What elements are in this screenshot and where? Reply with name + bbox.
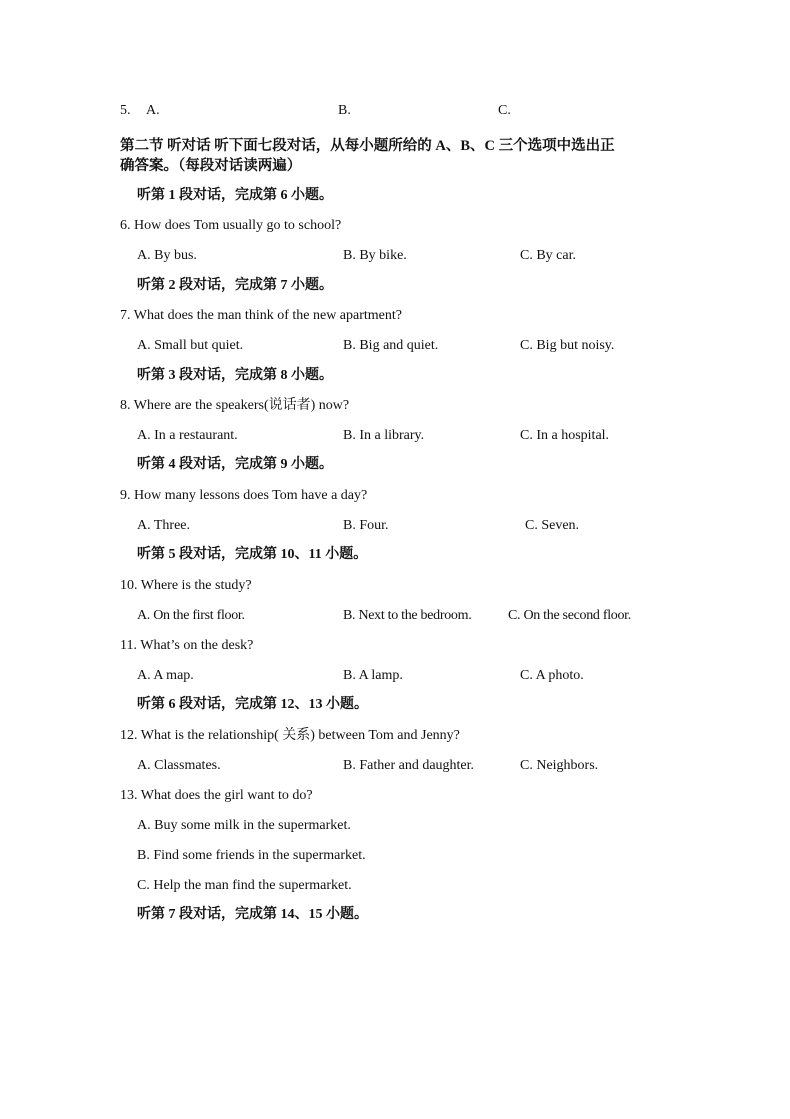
q7-option-b: B. Big and quiet.	[343, 338, 439, 353]
q9-option-a: A. Three.	[137, 518, 190, 533]
q10-option-a: A. On the first floor.	[137, 608, 245, 623]
q8-question: 8. Where are the speakers(说话者) now?	[120, 398, 350, 413]
q5-option-a: A.	[146, 103, 160, 118]
dialogue-4-instruction: 听第 4 段对话，完成第 9 小题。	[137, 457, 333, 472]
q12-option-b: B. Father and daughter.	[343, 758, 475, 773]
q12-option-c: C. Neighbors.	[520, 758, 599, 773]
q8-option-a: A. In a restaurant.	[137, 428, 238, 443]
q5-number: 5.	[120, 103, 131, 118]
q9-question: 9. How many lessons does Tom have a day?	[120, 488, 368, 503]
q11-question: 11. What’s on the desk?	[120, 638, 254, 653]
section-2-header-line1: 第二节 听对话 听下面七段对话，从每小题所给的 A、B、C 三个选项中选出正	[120, 138, 615, 154]
q10-question: 10. Where is the study?	[120, 578, 252, 593]
q13-option-a: A. Buy some milk in the supermarket.	[137, 818, 351, 833]
q11-option-b: B. A lamp.	[343, 668, 403, 683]
q12-question: 12. What is the relationship( 关系) between Tom and Jenny?	[120, 728, 460, 743]
q13-question: 13. What does the girl want to do?	[120, 788, 313, 803]
q6-option-a: A. By bus.	[137, 248, 197, 263]
q7-option-a: A. Small but quiet.	[137, 338, 244, 353]
q6-question: 6. How does Tom usually go to school?	[120, 218, 342, 233]
dialogue-6-instruction: 听第 6 段对话，完成第 12、13 小题。	[137, 697, 368, 712]
dialogue-2-instruction: 听第 2 段对话，完成第 7 小题。	[137, 278, 333, 293]
q13-option-b: B. Find some friends in the supermarket.	[137, 848, 366, 863]
q10-option-b: B. Next to the bedroom.	[343, 608, 472, 623]
q12-option-a: A. Classmates.	[137, 758, 221, 773]
q13-option-c: C. Help the man find the supermarket.	[137, 878, 352, 893]
q7-option-c: C. Big but noisy.	[520, 338, 615, 353]
q6-option-b: B. By bike.	[343, 248, 407, 263]
q6-option-c: C. By car.	[520, 248, 576, 263]
dialogue-7-instruction: 听第 7 段对话，完成第 14、15 小题。	[137, 907, 368, 922]
q7-question: 7. What does the man think of the new apartment?	[120, 308, 402, 323]
q5-option-c: C.	[498, 103, 511, 118]
q5-option-b: B.	[338, 103, 351, 118]
q10-option-c: C. On the second floor.	[508, 608, 631, 623]
dialogue-3-instruction: 听第 3 段对话，完成第 8 小题。	[137, 368, 333, 383]
q9-option-c: C. Seven.	[525, 518, 580, 533]
q9-option-b: B. Four.	[343, 518, 389, 533]
dialogue-1-instruction: 听第 1 段对话，完成第 6 小题。	[137, 188, 333, 203]
q11-option-c: C. A photo.	[520, 668, 584, 683]
q11-option-a: A. A map.	[137, 668, 194, 683]
q8-option-b: B. In a library.	[343, 428, 425, 443]
section-2-header-line2: 确答案。（每段对话读两遍）	[120, 158, 302, 174]
q8-option-c: C. In a hospital.	[520, 428, 610, 443]
dialogue-5-instruction: 听第 5 段对话，完成第 10、11 小题。	[137, 547, 368, 562]
